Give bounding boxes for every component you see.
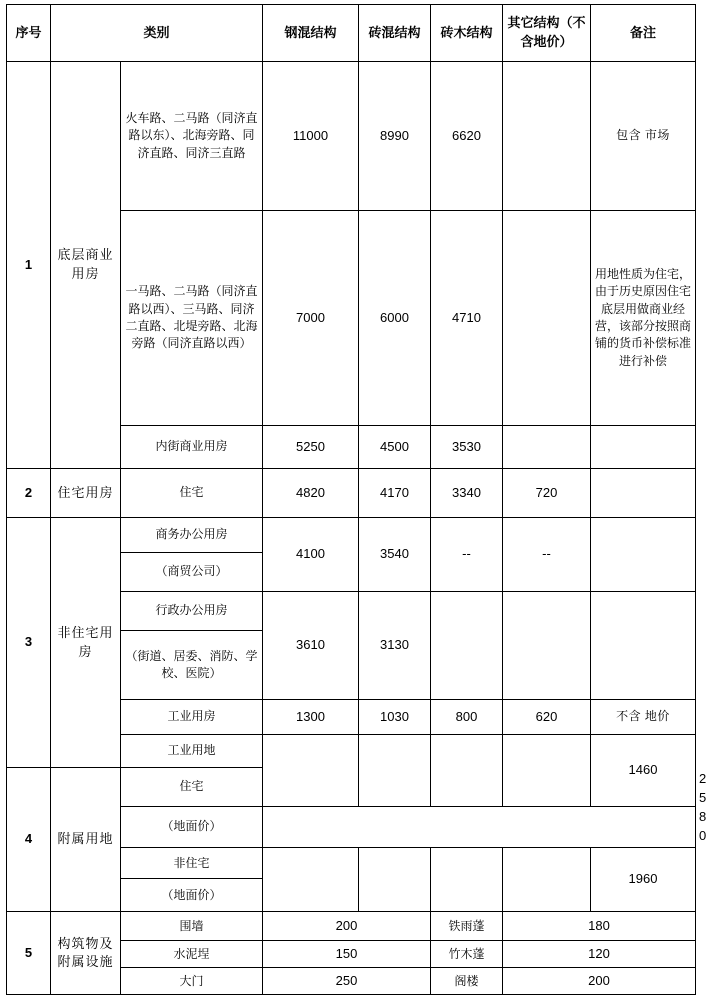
- remark-1-2: 用地性质为住宅，由于历史原因住宅底层用做商业经营，该部分按照商铺的货币补偿标准进行补偿: [591, 211, 696, 426]
- header-seq: 序号: [7, 5, 51, 62]
- remark-3-3: 不含 地价: [591, 700, 696, 735]
- remark-2-1: [591, 469, 696, 518]
- remark-4-2: 1960: [591, 848, 696, 912]
- value-5-1-a: 200: [263, 912, 431, 941]
- remark-3-4: 1460: [591, 735, 696, 807]
- row-seq-1: 1: [7, 62, 51, 469]
- item-name-3-2a: 行政办公用房: [121, 592, 263, 631]
- item-name-3-2b: （街道、居委、消防、学校、医院）: [121, 631, 263, 700]
- value-1-1-brick-wood: 6620: [431, 62, 503, 211]
- value-2-1-brick-wood: 3340: [431, 469, 503, 518]
- value-5-3-a: 250: [263, 968, 431, 995]
- item-name-4-1b: （地面价）: [121, 806, 263, 847]
- row-seq-5: 5: [7, 912, 51, 995]
- value-1-3-steel-concrete: 5250: [263, 426, 359, 469]
- row-seq-2: 2: [7, 469, 51, 518]
- remark-1-1: 包含 市场: [591, 62, 696, 211]
- table-row: 4 附属用地 住宅 2580: [7, 768, 696, 807]
- item-name-5-3b: 阁楼: [431, 968, 503, 995]
- table-row: [7, 62, 696, 211]
- value-1-1-other: [503, 62, 591, 211]
- item-name-3-1a: 商务办公用房: [121, 518, 263, 553]
- item-name-3-4a: 工业用地: [121, 735, 263, 768]
- compensation-price-table: [6, 4, 706, 995]
- header-other-structure: 其它结构（不含地价）: [503, 5, 591, 62]
- row-seq-3: 3: [7, 518, 51, 768]
- value-1-1-steel-concrete: 11000: [263, 62, 359, 211]
- table-row: [7, 518, 696, 553]
- value-3-3-brick-wood: 800: [431, 700, 503, 735]
- header-remark: 备注: [591, 5, 696, 62]
- value-3-3-other: 620: [503, 700, 591, 735]
- item-name-5-1a: 围墙: [121, 912, 263, 941]
- value-3-1-steel-concrete: 4100: [263, 518, 359, 592]
- value-4-2-brick-concrete: [359, 848, 431, 912]
- item-name-4-2b: （地面价）: [121, 879, 263, 912]
- value-5-3-b: 200: [503, 968, 696, 995]
- item-name-4-2a: 非住宅: [121, 848, 263, 879]
- table-row: [7, 912, 696, 941]
- item-name-1-3: 内街商业用房: [121, 426, 263, 469]
- item-name-1-2: 一马路、二马路（同济直路以西）、三马路、同济二直路、北堤旁路、北海旁路（同济直路以西）: [121, 211, 263, 426]
- value-2-1-other: 720: [503, 469, 591, 518]
- item-name-4-1a: 住宅: [121, 768, 263, 807]
- value-2-1-steel-concrete: 4820: [263, 469, 359, 518]
- value-1-1-brick-concrete: 8990: [359, 62, 431, 211]
- value-1-3-brick-concrete: 4500: [359, 426, 431, 469]
- remark-3-1: [591, 518, 696, 592]
- value-1-3-other: [503, 426, 591, 469]
- remark-3-2: [591, 592, 696, 700]
- value-4-2-other: [503, 848, 591, 912]
- value-3-4-other: [503, 735, 591, 807]
- item-name-5-2a: 水泥埕: [121, 941, 263, 968]
- item-name-2-1: 住宅: [121, 469, 263, 518]
- value-5-2-b: 120: [503, 941, 696, 968]
- table-header-row: [7, 5, 696, 62]
- value-3-2-brick-wood: [431, 592, 503, 700]
- value-3-3-brick-concrete: 1030: [359, 700, 431, 735]
- header-brick-wood: 砖木结构: [431, 5, 503, 62]
- value-1-2-brick-concrete: 6000: [359, 211, 431, 426]
- header-brick-concrete: 砖混结构: [359, 5, 431, 62]
- item-name-5-3a: 大门: [121, 968, 263, 995]
- value-3-4-brick-wood: [431, 735, 503, 807]
- value-3-1-brick-wood: --: [431, 518, 503, 592]
- row-category-5: 构筑物及附属设施: [51, 912, 121, 995]
- row-category-2: 住宅用房: [51, 469, 121, 518]
- value-3-4-brick-concrete: [359, 735, 431, 807]
- value-3-2-brick-concrete: 3130: [359, 592, 431, 700]
- row-seq-4: 4: [7, 768, 51, 912]
- value-3-1-brick-concrete: 3540: [359, 518, 431, 592]
- document-page: [0, 4, 706, 1001]
- value-1-2-steel-concrete: 7000: [263, 211, 359, 426]
- value-1-2-other: [503, 211, 591, 426]
- header-category: 类别: [51, 5, 263, 62]
- value-5-2-a: 150: [263, 941, 431, 968]
- value-3-2-steel-concrete: 3610: [263, 592, 359, 700]
- item-name-5-1b: 铁雨蓬: [431, 912, 503, 941]
- value-3-4-steel-concrete: [263, 735, 359, 807]
- value-5-1-b: 180: [503, 912, 696, 941]
- value-4-2-brick-wood: [431, 848, 503, 912]
- value-2-1-brick-concrete: 4170: [359, 469, 431, 518]
- header-steel-concrete: 钢混结构: [263, 5, 359, 62]
- item-name-1-1: 火车路、二马路（同济直路以东）、北海旁路、同济直路、同济三直路: [121, 62, 263, 211]
- value-3-2-other: [503, 592, 591, 700]
- value-4-2-steel-concrete: [263, 848, 359, 912]
- row-category-3: 非住宅用房: [51, 518, 121, 768]
- value-1-2-brick-wood: 4710: [431, 211, 503, 426]
- remark-1-3: [591, 426, 696, 469]
- row-category-1: 底层商业用房: [51, 62, 121, 469]
- value-3-3-steel-concrete: 1300: [263, 700, 359, 735]
- table-row: [7, 469, 696, 518]
- row-category-4: 附属用地: [51, 768, 121, 912]
- value-3-1-other: --: [503, 518, 591, 592]
- item-name-3-1b: （商贸公司）: [121, 553, 263, 592]
- item-name-3-3: 工业用房: [121, 700, 263, 735]
- value-1-3-brick-wood: 3530: [431, 426, 503, 469]
- item-name-5-2b: 竹木蓬: [431, 941, 503, 968]
